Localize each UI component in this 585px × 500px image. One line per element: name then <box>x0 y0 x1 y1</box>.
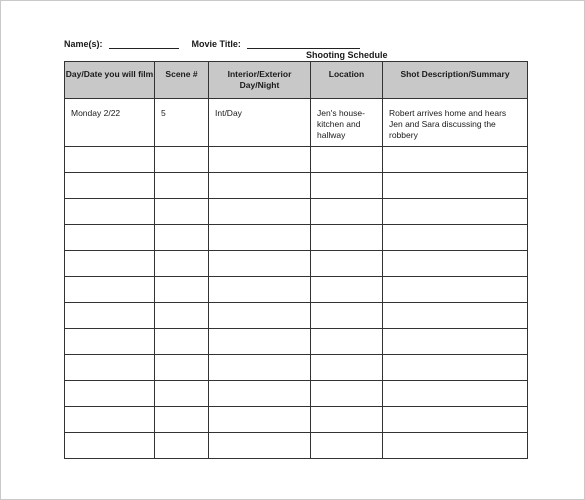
table-cell[interactable] <box>209 303 311 329</box>
table-cell[interactable] <box>209 381 311 407</box>
table-cell[interactable] <box>311 329 383 355</box>
column-header: Location <box>311 62 383 99</box>
table-row <box>65 381 528 407</box>
table-cell[interactable] <box>209 277 311 303</box>
table-row <box>65 251 528 277</box>
movie-title-blank[interactable] <box>247 39 360 49</box>
table-header-row <box>65 62 528 99</box>
table-cell[interactable] <box>311 225 383 251</box>
column-header: Day/Date you will film <box>65 62 155 99</box>
table-cell[interactable] <box>311 303 383 329</box>
table-row <box>65 407 528 433</box>
table-cell[interactable]: Monday 2/22 <box>65 99 155 147</box>
table-cell[interactable] <box>155 303 209 329</box>
table-cell[interactable] <box>155 433 209 459</box>
table-cell[interactable] <box>209 433 311 459</box>
shooting-schedule-table <box>64 61 528 459</box>
table-row <box>65 99 528 147</box>
table-row <box>65 173 528 199</box>
movie-title-label: Movie Title: <box>191 39 241 49</box>
table-cell[interactable] <box>311 355 383 381</box>
names-blank[interactable] <box>109 39 179 49</box>
table-cell[interactable] <box>209 407 311 433</box>
table-cell[interactable] <box>65 433 155 459</box>
table-cell[interactable] <box>383 355 528 381</box>
table-cell[interactable] <box>311 407 383 433</box>
header-line <box>64 39 360 49</box>
table-body <box>65 99 528 459</box>
table-cell[interactable] <box>65 173 155 199</box>
table-cell[interactable] <box>65 407 155 433</box>
names-label: Name(s): <box>64 39 103 49</box>
table-cell[interactable] <box>155 199 209 225</box>
table-cell[interactable] <box>383 329 528 355</box>
table-cell[interactable] <box>155 173 209 199</box>
table-cell[interactable] <box>155 407 209 433</box>
table-cell[interactable] <box>383 433 528 459</box>
column-header: Shot Description/Summary <box>383 62 528 99</box>
table-cell[interactable] <box>383 407 528 433</box>
table-cell[interactable] <box>383 303 528 329</box>
table-cell[interactable] <box>209 225 311 251</box>
table-cell[interactable] <box>311 147 383 173</box>
table-cell[interactable] <box>311 251 383 277</box>
table-cell[interactable]: Int/Day <box>209 99 311 147</box>
table-cell[interactable] <box>383 225 528 251</box>
table-cell[interactable] <box>65 199 155 225</box>
table-cell[interactable] <box>311 433 383 459</box>
table-cell[interactable] <box>209 329 311 355</box>
table-row <box>65 433 528 459</box>
table-cell[interactable] <box>65 277 155 303</box>
table-cell[interactable] <box>65 147 155 173</box>
table-row <box>65 303 528 329</box>
table-cell[interactable]: 5 <box>155 99 209 147</box>
table-cell[interactable] <box>155 225 209 251</box>
table-cell[interactable] <box>155 381 209 407</box>
schedule-title: Shooting Schedule <box>306 50 388 60</box>
table-cell[interactable] <box>65 355 155 381</box>
table-cell[interactable] <box>65 225 155 251</box>
table-cell[interactable] <box>311 173 383 199</box>
table-row <box>65 277 528 303</box>
table-cell[interactable] <box>155 251 209 277</box>
table-row <box>65 225 528 251</box>
table-cell[interactable] <box>311 277 383 303</box>
table-cell[interactable] <box>65 251 155 277</box>
table-cell[interactable] <box>383 381 528 407</box>
table-cell[interactable]: Jen's house-kitchen and hallway <box>311 99 383 147</box>
table-cell[interactable] <box>383 199 528 225</box>
table-cell[interactable]: Robert arrives home and hears Jen and Sara discussing the robbery <box>383 99 528 147</box>
table-cell[interactable] <box>383 277 528 303</box>
table-cell[interactable] <box>209 173 311 199</box>
table-cell[interactable] <box>209 251 311 277</box>
table-cell[interactable] <box>209 355 311 381</box>
table-cell[interactable] <box>311 199 383 225</box>
table-cell[interactable] <box>65 303 155 329</box>
table-cell[interactable] <box>65 329 155 355</box>
table-row <box>65 199 528 225</box>
table-cell[interactable] <box>155 355 209 381</box>
table-cell[interactable] <box>65 381 155 407</box>
table-cell[interactable] <box>155 329 209 355</box>
table-cell[interactable] <box>311 381 383 407</box>
table-cell[interactable] <box>209 199 311 225</box>
table-row <box>65 147 528 173</box>
column-header: Scene # <box>155 62 209 99</box>
table-row <box>65 355 528 381</box>
table-cell[interactable] <box>209 147 311 173</box>
table-cell[interactable] <box>383 251 528 277</box>
column-header: Interior/Exterior Day/Night <box>209 62 311 99</box>
table-row <box>65 329 528 355</box>
table-cell[interactable] <box>383 147 528 173</box>
table-cell[interactable] <box>383 173 528 199</box>
table-cell[interactable] <box>155 147 209 173</box>
table-cell[interactable] <box>155 277 209 303</box>
